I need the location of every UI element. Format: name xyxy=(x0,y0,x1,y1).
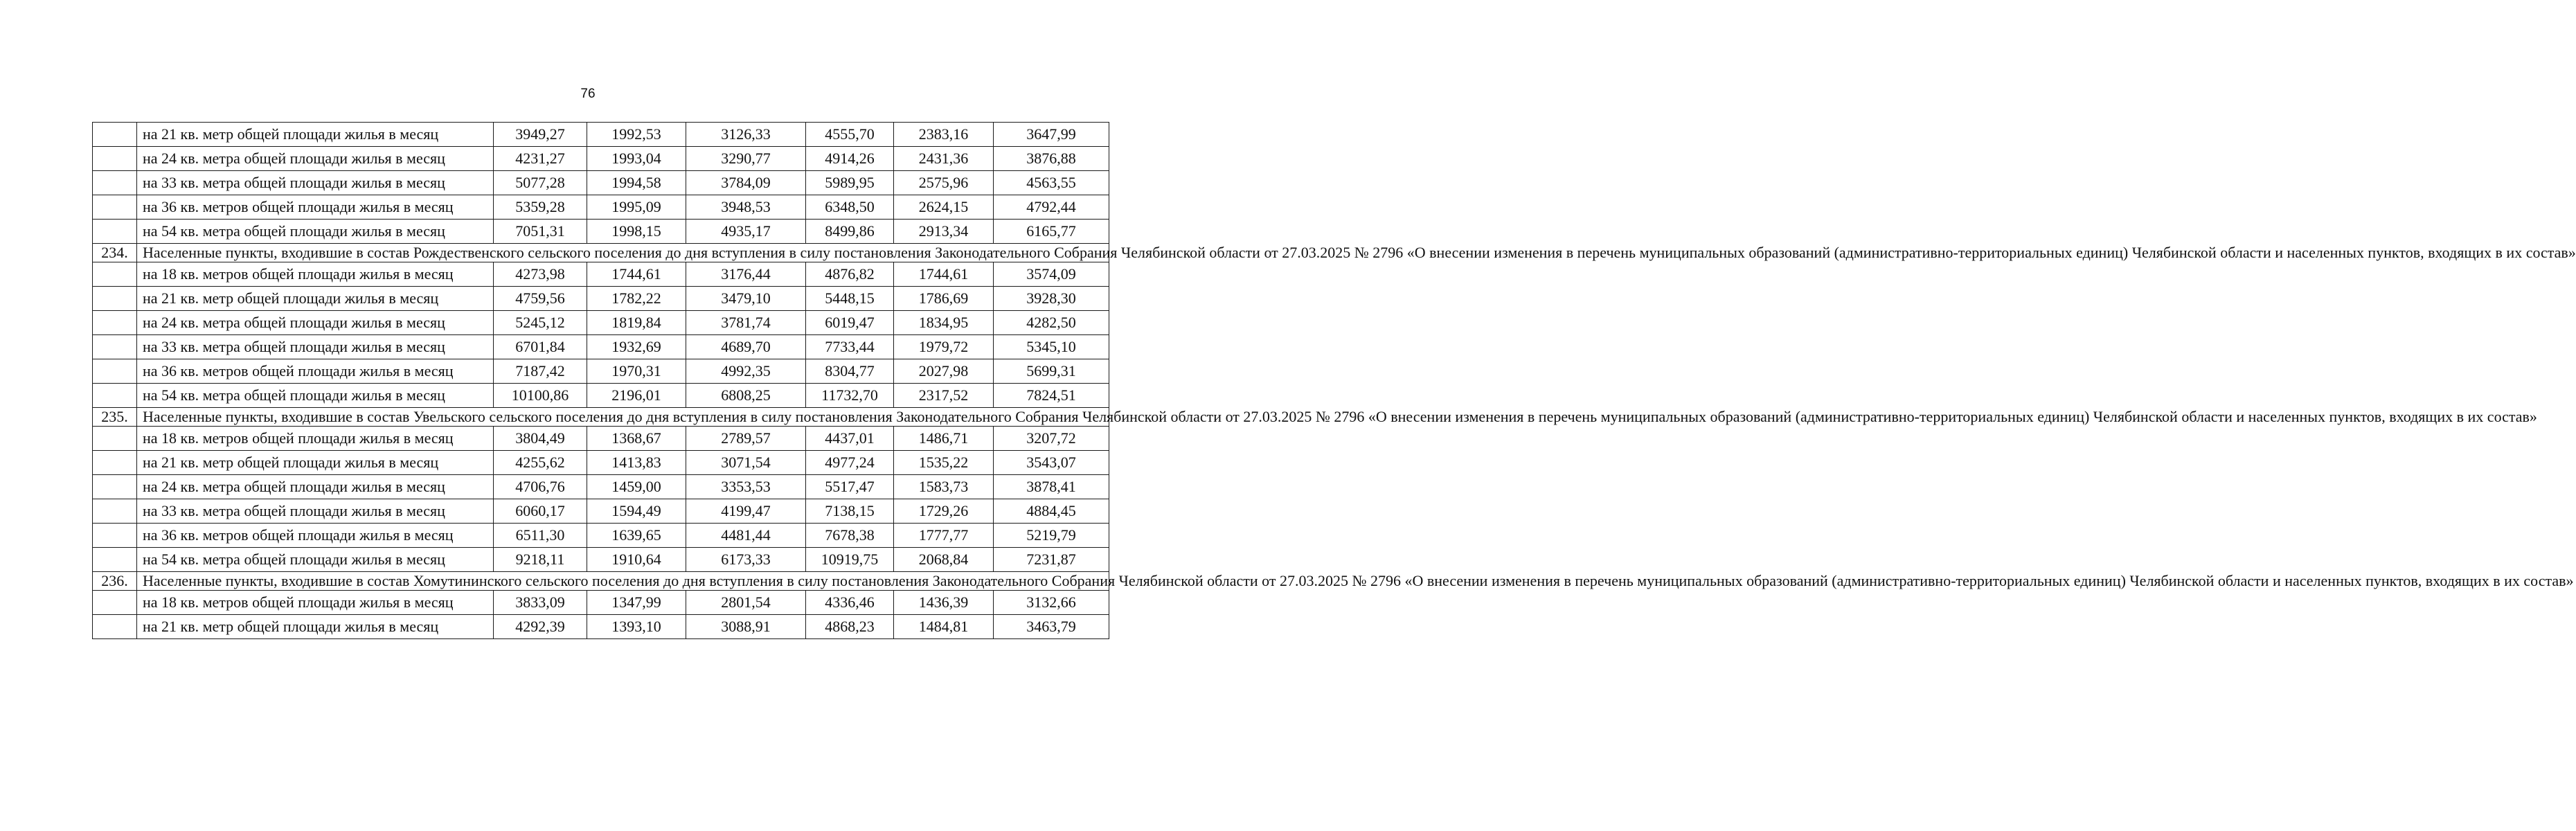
value-cell-2: 1347,99 xyxy=(587,591,686,615)
value-cell-6: 6165,77 xyxy=(994,220,1109,244)
value-cell-5: 2913,34 xyxy=(894,220,994,244)
value-cell-5: 1729,26 xyxy=(894,499,994,524)
row-number xyxy=(93,475,137,499)
value-cell-6: 3878,41 xyxy=(994,475,1109,499)
row-number xyxy=(93,287,137,311)
value-cell-2: 1932,69 xyxy=(587,335,686,359)
row-number xyxy=(93,359,137,384)
value-cell-4: 4914,26 xyxy=(806,147,894,171)
value-cell-1: 5245,12 xyxy=(494,311,587,335)
value-cell-3: 3126,33 xyxy=(686,123,806,147)
value-cell-2: 1639,65 xyxy=(587,524,686,548)
value-cell-1: 4255,62 xyxy=(494,451,587,475)
value-cell-3: 6808,25 xyxy=(686,384,806,408)
value-cell-4: 6019,47 xyxy=(806,311,894,335)
value-cell-4: 7733,44 xyxy=(806,335,894,359)
table-row xyxy=(93,220,1109,244)
value-cell-4: 4555,70 xyxy=(806,123,894,147)
row-number xyxy=(93,384,137,408)
value-cell-1: 4759,56 xyxy=(494,287,587,311)
value-cell-5: 2383,16 xyxy=(894,123,994,147)
value-cell-5: 1535,22 xyxy=(894,451,994,475)
row-label: на 24 кв. метра общей площади жилья в месяц xyxy=(137,147,494,171)
value-cell-5: 1979,72 xyxy=(894,335,994,359)
row-label: на 54 кв. метра общей площади жилья в месяц xyxy=(137,548,494,572)
value-cell-5: 1583,73 xyxy=(894,475,994,499)
value-cell-5: 1486,71 xyxy=(894,427,994,451)
value-cell-1: 4292,39 xyxy=(494,615,587,639)
value-cell-3: 3176,44 xyxy=(686,262,806,287)
row-number xyxy=(93,524,137,548)
value-cell-1: 7187,42 xyxy=(494,359,587,384)
table-row xyxy=(93,499,1109,524)
row-number xyxy=(93,615,137,639)
section-header-row xyxy=(93,244,1109,262)
value-cell-3: 3479,10 xyxy=(686,287,806,311)
value-cell-3: 4935,17 xyxy=(686,220,806,244)
value-cell-2: 1459,00 xyxy=(587,475,686,499)
row-label: на 24 кв. метра общей площади жилья в месяц xyxy=(137,475,494,499)
value-cell-1: 10100,86 xyxy=(494,384,587,408)
section-header-row xyxy=(93,572,1109,591)
table-row xyxy=(93,195,1109,220)
row-label: на 54 кв. метра общей площади жилья в месяц xyxy=(137,384,494,408)
section-header-row xyxy=(93,408,1109,427)
table-row xyxy=(93,123,1109,147)
value-cell-4: 7138,15 xyxy=(806,499,894,524)
value-cell-4: 5989,95 xyxy=(806,171,894,195)
value-cell-3: 3290,77 xyxy=(686,147,806,171)
value-cell-4: 4876,82 xyxy=(806,262,894,287)
table-row xyxy=(93,591,1109,615)
row-number xyxy=(93,262,137,287)
value-cell-4: 4977,24 xyxy=(806,451,894,475)
value-cell-2: 1992,53 xyxy=(587,123,686,147)
section-number: 235. xyxy=(93,408,137,427)
value-cell-4: 4437,01 xyxy=(806,427,894,451)
table-row xyxy=(93,335,1109,359)
value-cell-1: 6511,30 xyxy=(494,524,587,548)
value-cell-5: 2575,96 xyxy=(894,171,994,195)
value-cell-6: 4282,50 xyxy=(994,311,1109,335)
value-cell-2: 2196,01 xyxy=(587,384,686,408)
table-row xyxy=(93,311,1109,335)
value-cell-3: 2789,57 xyxy=(686,427,806,451)
row-number xyxy=(93,499,137,524)
value-cell-5: 1744,61 xyxy=(894,262,994,287)
value-cell-3: 6173,33 xyxy=(686,548,806,572)
value-cell-5: 2027,98 xyxy=(894,359,994,384)
section-number: 234. xyxy=(93,244,137,262)
value-cell-2: 1782,22 xyxy=(587,287,686,311)
value-cell-6: 7231,87 xyxy=(994,548,1109,572)
row-number xyxy=(93,171,137,195)
value-cell-1: 9218,11 xyxy=(494,548,587,572)
value-cell-1: 4706,76 xyxy=(494,475,587,499)
row-number xyxy=(93,220,137,244)
table-row xyxy=(93,475,1109,499)
value-cell-6: 4884,45 xyxy=(994,499,1109,524)
table-row xyxy=(93,615,1109,639)
value-cell-1: 7051,31 xyxy=(494,220,587,244)
row-label: на 18 кв. метров общей площади жилья в месяц xyxy=(137,591,494,615)
row-number xyxy=(93,451,137,475)
value-cell-4: 11732,70 xyxy=(806,384,894,408)
value-cell-4: 8499,86 xyxy=(806,220,894,244)
value-cell-1: 4231,27 xyxy=(494,147,587,171)
table-row xyxy=(93,427,1109,451)
table-body xyxy=(93,123,2576,639)
value-cell-1: 3833,09 xyxy=(494,591,587,615)
row-number xyxy=(93,311,137,335)
row-number xyxy=(93,548,137,572)
table-row xyxy=(93,548,1109,572)
value-cell-4: 4868,23 xyxy=(806,615,894,639)
value-cell-3: 3088,91 xyxy=(686,615,806,639)
value-cell-6: 7824,51 xyxy=(994,384,1109,408)
value-cell-4: 5517,47 xyxy=(806,475,894,499)
value-cell-3: 4481,44 xyxy=(686,524,806,548)
table-row xyxy=(93,384,1109,408)
row-number xyxy=(93,591,137,615)
value-cell-1: 3949,27 xyxy=(494,123,587,147)
value-cell-5: 1834,95 xyxy=(894,311,994,335)
row-label: на 21 кв. метр общей площади жилья в месяц xyxy=(137,615,494,639)
value-cell-5: 1777,77 xyxy=(894,524,994,548)
table-row xyxy=(93,524,1109,548)
value-cell-4: 7678,38 xyxy=(806,524,894,548)
value-cell-4: 4336,46 xyxy=(806,591,894,615)
value-cell-2: 1998,15 xyxy=(587,220,686,244)
value-cell-2: 1819,84 xyxy=(587,311,686,335)
row-label: на 21 кв. метр общей площади жилья в месяц xyxy=(137,451,494,475)
value-cell-1: 4273,98 xyxy=(494,262,587,287)
value-cell-5: 1786,69 xyxy=(894,287,994,311)
value-cell-5: 2431,36 xyxy=(894,147,994,171)
value-cell-3: 4992,35 xyxy=(686,359,806,384)
value-cell-6: 5699,31 xyxy=(994,359,1109,384)
row-label: на 18 кв. метров общей площади жилья в месяц xyxy=(137,427,494,451)
row-label: на 36 кв. метров общей площади жилья в месяц xyxy=(137,195,494,220)
value-cell-1: 5077,28 xyxy=(494,171,587,195)
value-cell-6: 3574,09 xyxy=(994,262,1109,287)
table-row xyxy=(93,359,1109,384)
row-label: на 36 кв. метров общей площади жилья в месяц xyxy=(137,524,494,548)
value-cell-4: 8304,77 xyxy=(806,359,894,384)
value-cell-5: 1484,81 xyxy=(894,615,994,639)
value-cell-2: 1413,83 xyxy=(587,451,686,475)
value-cell-3: 3353,53 xyxy=(686,475,806,499)
value-cell-1: 3804,49 xyxy=(494,427,587,451)
value-cell-6: 3647,99 xyxy=(994,123,1109,147)
row-label: на 18 кв. метров общей площади жилья в месяц xyxy=(137,262,494,287)
value-cell-2: 1970,31 xyxy=(587,359,686,384)
value-cell-2: 1993,04 xyxy=(587,147,686,171)
value-cell-3: 2801,54 xyxy=(686,591,806,615)
value-cell-5: 1436,39 xyxy=(894,591,994,615)
value-cell-3: 4689,70 xyxy=(686,335,806,359)
value-cell-6: 4563,55 xyxy=(994,171,1109,195)
section-description: Населенные пункты, входившие в состав Хомутининского сельского поселения до дня вступления в силу постановления Законодательного Собрания Челябинской области от 27.03.2025 № 2796 «О внесении изменения в перечень муниципальных образований (административно-территориальных единиц) Челябинской области и населенных пунктов, входящих в их состав» xyxy=(137,572,1109,591)
value-cell-6: 3543,07 xyxy=(994,451,1109,475)
value-cell-6: 3132,66 xyxy=(994,591,1109,615)
value-cell-2: 1393,10 xyxy=(587,615,686,639)
section-description: Населенные пункты, входившие в состав Рождественского сельского поселения до дня вступления в силу постановления Законодательного Собрания Челябинской области от 27.03.2025 № 2796 «О внесении изменения в перечень муниципальных образований (административно-территориальных единиц) Челябинской области и населенных пунктов, входящих в их состав» xyxy=(137,244,1109,262)
table-row xyxy=(93,287,1109,311)
value-cell-3: 3784,09 xyxy=(686,171,806,195)
row-number xyxy=(93,195,137,220)
page-number: 76 xyxy=(580,87,596,101)
value-cell-6: 3207,72 xyxy=(994,427,1109,451)
section-description: Населенные пункты, входившие в состав Увельского сельского поселения до дня вступления в силу постановления Законодательного Собрания Челябинской области от 27.03.2025 № 2796 «О внесении изменения в перечень муниципальных образований (административно-территориальных единиц) Челябинской области и населенных пунктов, входящих в их состав» xyxy=(137,408,1109,427)
value-cell-6: 4792,44 xyxy=(994,195,1109,220)
value-cell-3: 3948,53 xyxy=(686,195,806,220)
value-cell-2: 1744,61 xyxy=(587,262,686,287)
row-number xyxy=(93,147,137,171)
value-cell-5: 2317,52 xyxy=(894,384,994,408)
value-cell-6: 3463,79 xyxy=(994,615,1109,639)
value-cell-1: 5359,28 xyxy=(494,195,587,220)
value-cell-4: 5448,15 xyxy=(806,287,894,311)
row-label: на 33 кв. метра общей площади жилья в месяц xyxy=(137,171,494,195)
value-cell-2: 1994,58 xyxy=(587,171,686,195)
table-row xyxy=(93,451,1109,475)
tariff-table xyxy=(92,122,2576,639)
row-label: на 24 кв. метра общей площади жилья в месяц xyxy=(137,311,494,335)
row-label: на 21 кв. метр общей площади жилья в месяц xyxy=(137,123,494,147)
value-cell-3: 4199,47 xyxy=(686,499,806,524)
value-cell-6: 5219,79 xyxy=(994,524,1109,548)
row-number xyxy=(93,335,137,359)
value-cell-6: 3876,88 xyxy=(994,147,1109,171)
row-label: на 21 кв. метр общей площади жилья в месяц xyxy=(137,287,494,311)
value-cell-5: 2068,84 xyxy=(894,548,994,572)
value-cell-6: 3928,30 xyxy=(994,287,1109,311)
value-cell-4: 6348,50 xyxy=(806,195,894,220)
row-label: на 33 кв. метра общей площади жилья в месяц xyxy=(137,499,494,524)
value-cell-1: 6060,17 xyxy=(494,499,587,524)
row-label: на 36 кв. метров общей площади жилья в месяц xyxy=(137,359,494,384)
value-cell-2: 1910,64 xyxy=(587,548,686,572)
value-cell-2: 1368,67 xyxy=(587,427,686,451)
value-cell-2: 1995,09 xyxy=(587,195,686,220)
row-number xyxy=(93,123,137,147)
value-cell-5: 2624,15 xyxy=(894,195,994,220)
row-number xyxy=(93,427,137,451)
section-number: 236. xyxy=(93,572,137,591)
value-cell-4: 10919,75 xyxy=(806,548,894,572)
value-cell-2: 1594,49 xyxy=(587,499,686,524)
value-cell-6: 5345,10 xyxy=(994,335,1109,359)
value-cell-3: 3781,74 xyxy=(686,311,806,335)
table-row xyxy=(93,171,1109,195)
table-row xyxy=(93,147,1109,171)
value-cell-3: 3071,54 xyxy=(686,451,806,475)
value-cell-1: 6701,84 xyxy=(494,335,587,359)
table-row xyxy=(93,262,1109,287)
row-label: на 33 кв. метра общей площади жилья в месяц xyxy=(137,335,494,359)
row-label: на 54 кв. метра общей площади жилья в месяц xyxy=(137,220,494,244)
